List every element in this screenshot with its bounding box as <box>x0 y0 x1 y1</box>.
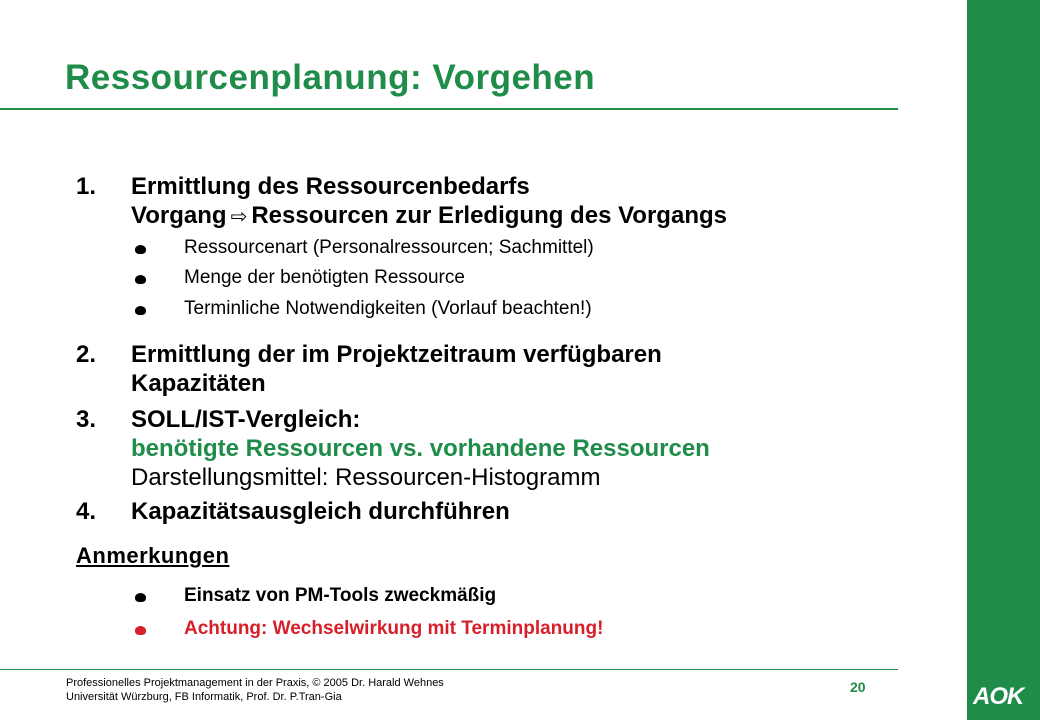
footer-divider <box>0 669 898 670</box>
bullet-icon <box>135 245 146 254</box>
aok-logo: AOK <box>973 683 1024 710</box>
page-number: 20 <box>850 679 866 695</box>
bullet-icon <box>135 306 146 315</box>
title-divider <box>0 108 898 110</box>
presentation-method: Darstellungsmittel: Ressourcen-Histogramm <box>131 464 601 491</box>
item-heading: SOLL/IST-Vergleich: <box>131 406 361 433</box>
item-number: 2. <box>76 341 97 368</box>
item-heading: Kapazitätsausgleich durchführen <box>131 498 510 525</box>
item-heading: Ermittlung der im Projektzeitraum verfügbaren <box>131 341 662 368</box>
comparison-text: benötigte Ressourcen vs. vorhandene Ressourcen <box>131 435 710 462</box>
item-number: 3. <box>76 406 97 433</box>
item-heading: Ermittlung des Ressourcenbedarfs <box>131 173 530 200</box>
page-title: Ressourcenplanung: Vorgehen <box>65 58 596 97</box>
item-number: 4. <box>76 498 97 525</box>
item-subheading: Vorgang ⇨ Ressourcen zur Erledigung des Vorgangs <box>131 202 727 229</box>
notes-heading: Anmerkungen <box>76 543 230 568</box>
bullet-icon <box>135 593 146 602</box>
arrow-right-icon: ⇨ <box>230 206 248 228</box>
item-number: 1. <box>76 173 97 200</box>
footer-credits: Professionelles Projektmanagement in der Praxis, © 2005 Dr. Harald Wehnes Universität Würzburg, FB Informatik, Prof. Dr. P.Tran-Gia <box>66 677 444 703</box>
bullet-icon <box>135 626 146 635</box>
bullet-icon <box>135 275 146 284</box>
item-heading-cont: Kapazitäten <box>131 370 266 397</box>
brand-sidebar <box>967 0 1040 720</box>
